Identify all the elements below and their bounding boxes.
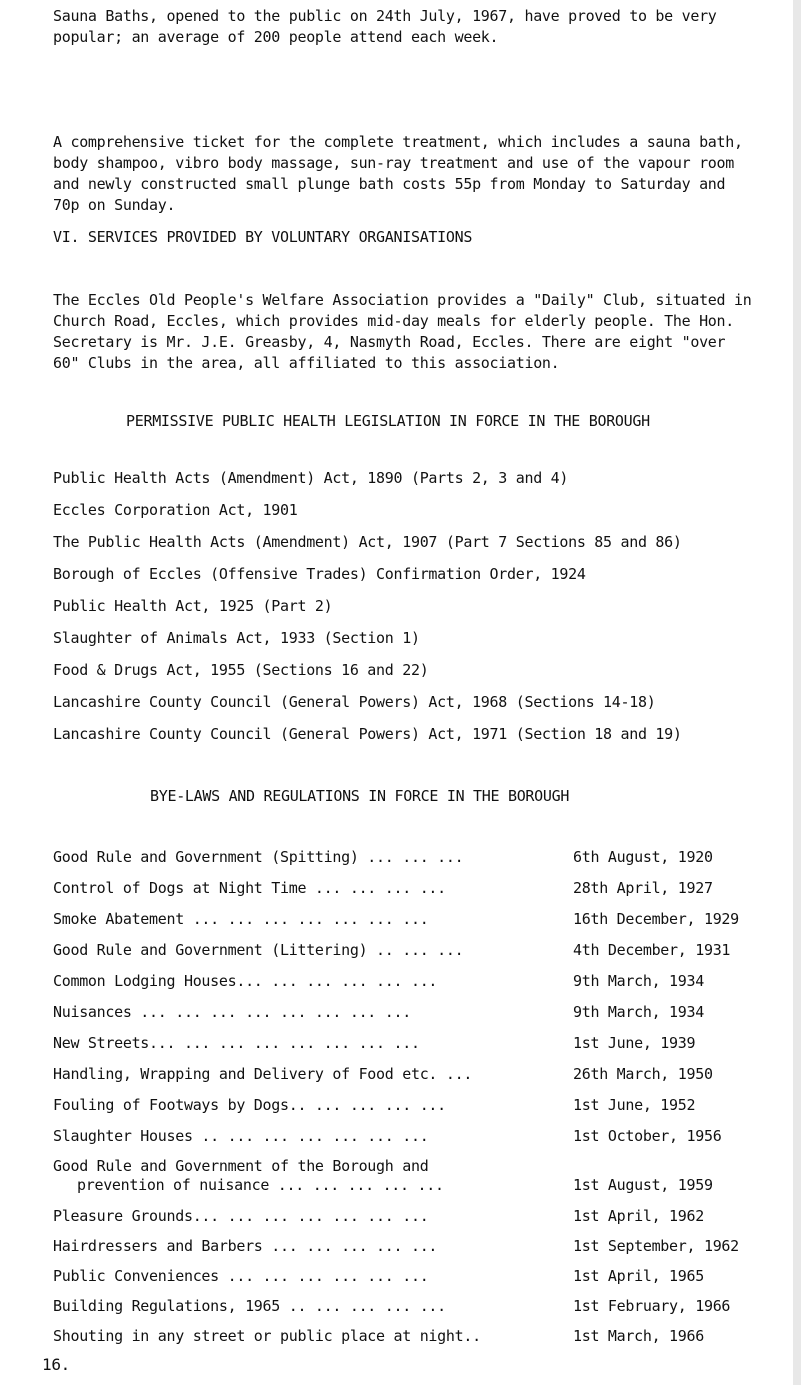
byelaw-name: Pleasure Grounds... ... ... ... ... ... ...: [53, 1207, 429, 1225]
byelaw-date: 4th December, 1931: [573, 941, 731, 959]
welfare-paragraph: The Eccles Old People's Welfare Association provides a "Daily" Club, situated in Church Road, Eccles, which provides mid-day meals for elderly people. The Hon. Secretary is Mr. J.E. Greasby, 4, Nasmyth Road, Eccles. There are eight "over 60" Clubs in the area, all affiliated to this association.: [53, 291, 752, 372]
legislation-item: Food & Drugs Act, 1955 (Sections 16 and 22): [53, 661, 429, 679]
byelaw-date: 1st February, 1966: [573, 1297, 731, 1315]
section-vi-heading: VI. SERVICES PROVIDED BY VOLUNTARY ORGANISATIONS: [53, 228, 473, 246]
byelaw-name: Good Rule and Government (Spitting) ... ... ...: [53, 848, 464, 866]
legislation-item: Lancashire County Council (General Powers) Act, 1968 (Sections 14-18): [53, 693, 656, 711]
legislation-heading: PERMISSIVE PUBLIC HEALTH LEGISLATION IN FORCE IN THE BOROUGH: [126, 412, 650, 430]
byelaw-name: Building Regulations, 1965 .. ... ... ... ...: [53, 1297, 446, 1315]
byelaw-name: Good Rule and Government (Littering) .. ... ...: [53, 941, 464, 959]
byelaw-date: 1st October, 1956: [573, 1127, 722, 1145]
legislation-item: Slaughter of Animals Act, 1933 (Section 1): [53, 629, 420, 647]
byelaws-heading: BYE-LAWS AND REGULATIONS IN FORCE IN THE BOROUGH: [150, 787, 570, 805]
ticket-paragraph: A comprehensive ticket for the complete treatment, which includes a sauna bath, body shampoo, vibro body massage, sun-ray treatment and use of the vapour room and newly constructed small plunge bath costs 55p from Monday to Saturday and 70p on Sunday.: [53, 133, 743, 214]
legislation-item: Public Health Act, 1925 (Part 2): [53, 597, 333, 615]
byelaw-name: Smoke Abatement ... ... ... ... ... ... ...: [53, 910, 429, 928]
byelaw-name: Handling, Wrapping and Delivery of Food etc. ...: [53, 1065, 473, 1083]
byelaw-name: Hairdressers and Barbers ... ... ... ... ...: [53, 1237, 438, 1255]
byelaw-date: 1st August, 1959: [573, 1176, 713, 1194]
byelaw-date: 9th March, 1934: [573, 972, 704, 990]
byelaw-date: 9th March, 1934: [573, 1003, 704, 1021]
byelaw-date: 28th April, 1927: [573, 879, 713, 897]
byelaw-name-continued: prevention of nuisance ... ... ... ... ...: [77, 1176, 444, 1194]
byelaw-name: Slaughter Houses .. ... ... ... ... ... ...: [53, 1127, 429, 1145]
byelaw-name: Nuisances ... ... ... ... ... ... ... ...: [53, 1003, 411, 1021]
byelaw-name: Public Conveniences ... ... ... ... ... ...: [53, 1267, 429, 1285]
byelaw-date: 1st April, 1965: [573, 1267, 704, 1285]
sauna-paragraph: Sauna Baths, opened to the public on 24th July, 1967, have proved to be very popular; an average of 200 people attend each week.: [53, 7, 717, 46]
byelaw-name: Control of Dogs at Night Time ... ... ... ...: [53, 879, 446, 897]
byelaw-date: 6th August, 1920: [573, 848, 713, 866]
page-number: 16.: [42, 1355, 70, 1374]
byelaw-date: 1st April, 1962: [573, 1207, 704, 1225]
byelaw-name: Fouling of Footways by Dogs.. ... ... ... ...: [53, 1096, 446, 1114]
byelaw-date: 1st March, 1966: [573, 1327, 704, 1345]
legislation-item: Borough of Eccles (Offensive Trades) Confirmation Order, 1924: [53, 565, 586, 583]
legislation-item: Lancashire County Council (General Powers) Act, 1971 (Section 18 and 19): [53, 725, 682, 743]
byelaw-date: 1st June, 1939: [573, 1034, 696, 1052]
byelaw-date: 1st June, 1952: [573, 1096, 696, 1114]
legislation-item: Eccles Corporation Act, 1901: [53, 501, 298, 519]
byelaw-name: Common Lodging Houses... ... ... ... ... ...: [53, 972, 438, 990]
legislation-item: Public Health Acts (Amendment) Act, 1890 (Parts 2, 3 and 4): [53, 469, 569, 487]
scan-edge: [793, 0, 801, 1385]
byelaw-date: 1st September, 1962: [573, 1237, 739, 1255]
byelaw-name: New Streets... ... ... ... ... ... ... ...: [53, 1034, 420, 1052]
legislation-item: The Public Health Acts (Amendment) Act, 1907 (Part 7 Sections 85 and 86): [53, 533, 682, 551]
byelaw-name: Shouting in any street or public place at night..: [53, 1327, 481, 1345]
byelaw-date: 16th December, 1929: [573, 910, 739, 928]
byelaw-name: Good Rule and Government of the Borough and: [53, 1157, 429, 1175]
byelaw-date: 26th March, 1950: [573, 1065, 713, 1083]
